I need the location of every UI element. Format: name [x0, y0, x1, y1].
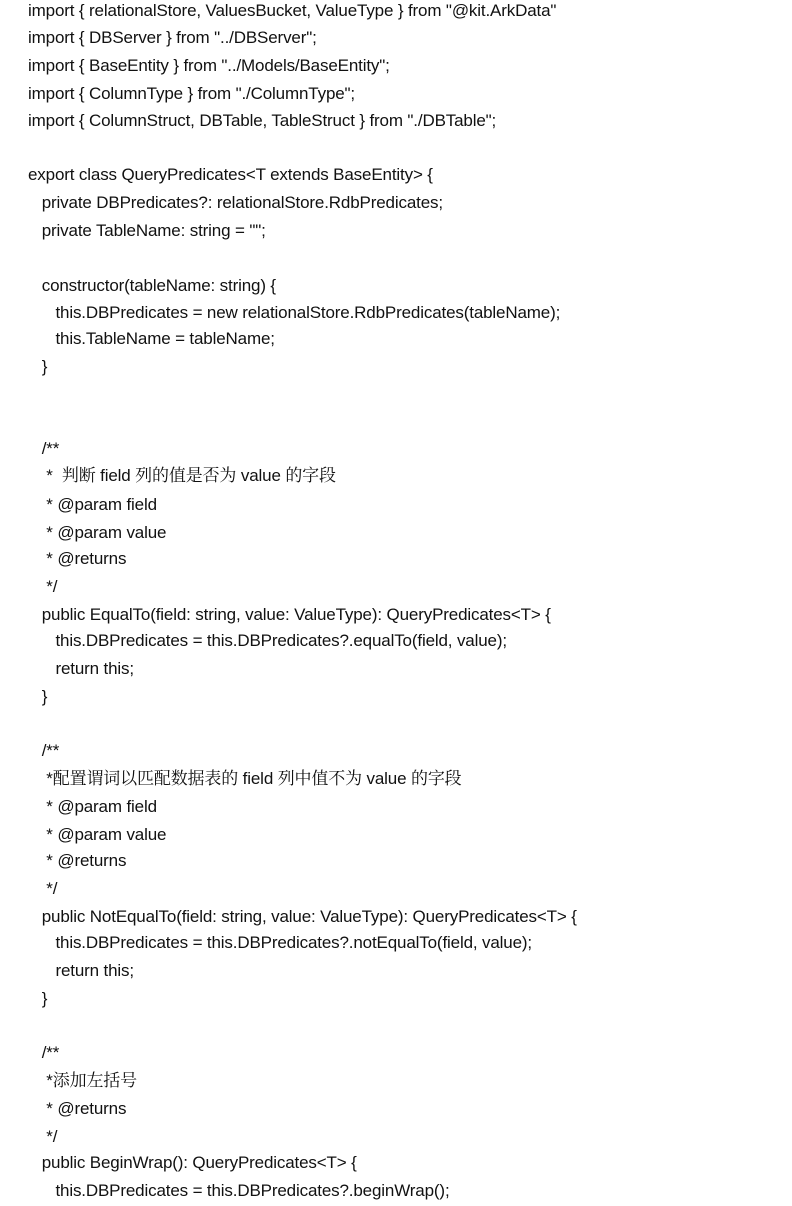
- code-line: * 判断 field 列的值是否为 value 的字段: [28, 466, 336, 485]
- code-line: this.DBPredicates = new relationalStore.RdbPredicates(tableName);: [28, 303, 561, 322]
- code-line: import { DBServer } from "../DBServer";: [28, 28, 317, 47]
- code-line: return this;: [28, 961, 134, 980]
- code-line: this.TableName = tableName;: [28, 329, 275, 348]
- code-line: }: [28, 357, 48, 376]
- code-line: }: [28, 687, 48, 706]
- code-line: private TableName: string = "";: [28, 221, 266, 240]
- code-line: * @param field: [28, 495, 157, 514]
- code-line: import { BaseEntity } from "../Models/BaseEntity";: [28, 56, 390, 75]
- code-line: import { ColumnType } from "./ColumnType";: [28, 84, 356, 103]
- code-line: */: [28, 577, 58, 596]
- code-line: public EqualTo(field: string, value: ValueType): QueryPredicates<T> {: [28, 605, 551, 624]
- code-line: this.DBPredicates = this.DBPredicates?.equalTo(field, value);: [28, 631, 507, 650]
- code-line: * @param value: [28, 825, 167, 844]
- code-line: }: [28, 989, 48, 1008]
- code-line: * @param field: [28, 797, 157, 816]
- code-line: return this;: [28, 659, 134, 678]
- code-line: * @returns: [28, 1099, 127, 1118]
- code-line: * @returns: [28, 851, 127, 870]
- code-line: * @param value: [28, 523, 167, 542]
- code-line: this.DBPredicates = this.DBPredicates?.notEqualTo(field, value);: [28, 933, 532, 952]
- code-line: */: [28, 879, 58, 898]
- code-line: import { relationalStore, ValuesBucket, ValueType } from "@kit.ArkData": [28, 1, 557, 20]
- code-line: this.DBPredicates = this.DBPredicates?.beginWrap();: [28, 1181, 450, 1200]
- code-line: *配置谓词以匹配数据表的 field 列中值不为 value 的字段: [28, 769, 462, 788]
- code-line: public BeginWrap(): QueryPredicates<T> {: [28, 1153, 357, 1172]
- code-line: private DBPredicates?: relationalStore.RdbPredicates;: [28, 193, 443, 212]
- code-line: /**: [28, 1043, 60, 1062]
- code-line: constructor(tableName: string) {: [28, 276, 276, 295]
- code-line: public NotEqualTo(field: string, value: ValueType): QueryPredicates<T> {: [28, 907, 577, 926]
- code-line: /**: [28, 741, 60, 760]
- code-line: * @returns: [28, 549, 127, 568]
- code-line: /**: [28, 439, 60, 458]
- code-line: export class QueryPredicates<T extends BaseEntity> {: [28, 165, 433, 184]
- code-line: */: [28, 1127, 58, 1146]
- code-line: *添加左括号: [28, 1071, 138, 1090]
- code-line: import { ColumnStruct, DBTable, TableStruct } from "./DBTable";: [28, 111, 497, 130]
